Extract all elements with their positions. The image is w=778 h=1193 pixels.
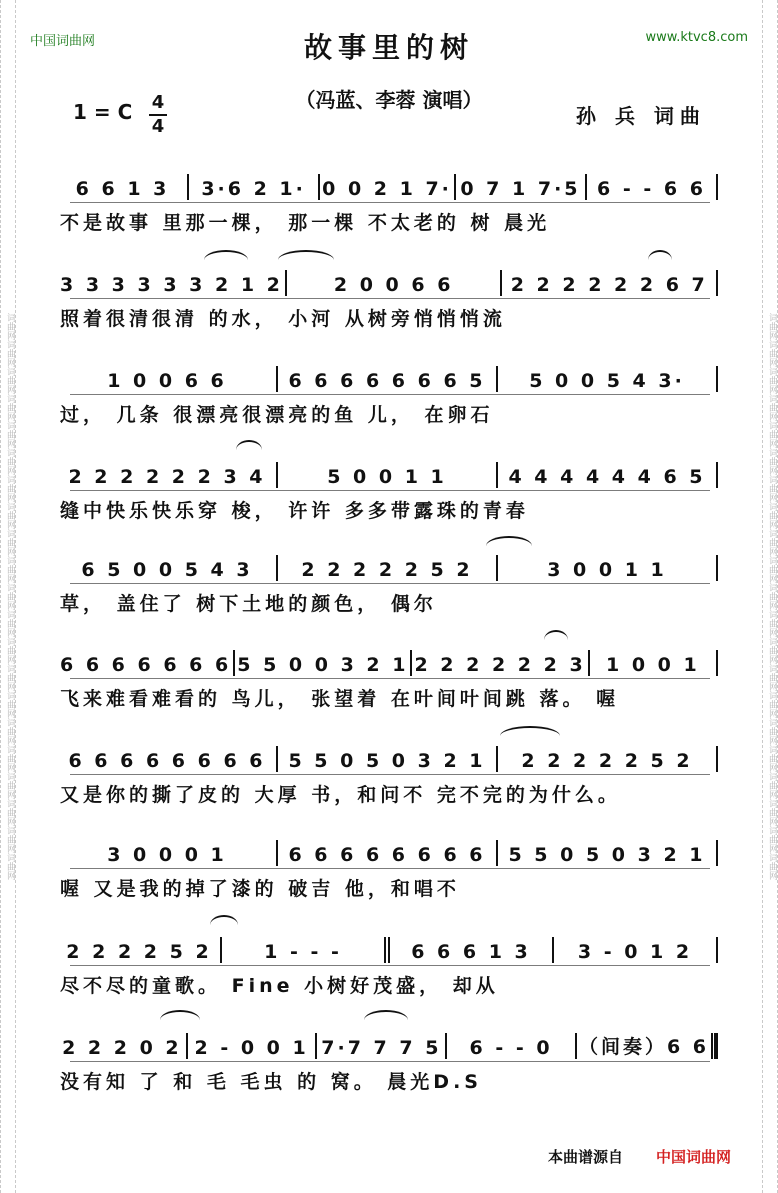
measure: 2 0 0 6 6 bbox=[333, 274, 454, 296]
barline bbox=[716, 270, 718, 296]
barline bbox=[585, 174, 587, 200]
score-line bbox=[60, 744, 720, 814]
barline bbox=[233, 650, 235, 676]
lyrics-line: 又是你的撕了皮的 大厚 书，和问不 完不完的为什么。 bbox=[60, 784, 621, 806]
slur-mark bbox=[648, 250, 672, 260]
lyrics-line: 飞来难看难看的 鸟儿， 张望着 在叶间叶间跳 落。 喔 bbox=[60, 688, 620, 710]
score-line bbox=[60, 838, 720, 908]
measure: 7·7 7 7 5 bbox=[321, 1037, 442, 1059]
measure: 5 0 0 1 1 bbox=[327, 466, 447, 488]
measure: 2 - 0 0 1 bbox=[194, 1037, 309, 1059]
measure: 1 0 0 6 6 bbox=[107, 370, 227, 392]
barline bbox=[496, 840, 498, 866]
singers-credit: （冯蓝、李蓉 演唱） bbox=[295, 88, 483, 112]
notation-row bbox=[60, 553, 720, 581]
beam-line bbox=[70, 583, 710, 584]
barline bbox=[716, 366, 718, 392]
beam-line bbox=[70, 202, 710, 203]
notation-row bbox=[60, 268, 720, 296]
song-title: 故事里的树 bbox=[303, 31, 474, 64]
beam-line bbox=[70, 490, 710, 491]
beam-line bbox=[70, 774, 710, 775]
score-line bbox=[60, 172, 720, 242]
barline bbox=[276, 746, 278, 772]
footer-source-site[interactable]: 中国词曲网 bbox=[656, 1148, 732, 1166]
measure: 3 - 0 1 2 bbox=[577, 941, 693, 963]
barline bbox=[315, 1033, 317, 1059]
slur-mark bbox=[278, 250, 334, 260]
barline bbox=[716, 174, 718, 200]
notation-row bbox=[60, 172, 720, 200]
barline bbox=[445, 1033, 447, 1059]
slur-mark bbox=[236, 440, 262, 450]
composer-credit: 孙 兵 词曲 bbox=[576, 104, 706, 128]
site-name-link[interactable]: 中国词曲网 bbox=[30, 34, 96, 49]
measure: 5 0 0 5 4 3· bbox=[529, 370, 685, 392]
notation-row bbox=[60, 460, 720, 488]
side-watermark-right: 词曲网词曲网词曲网词曲网词曲网词曲网词曲网词曲网词曲网词曲网词曲网词曲网词曲网词曲网词曲网词曲网词曲网词曲网词曲网词曲网词曲网 bbox=[762, 0, 778, 1193]
measure: 1 0 0 1 bbox=[605, 654, 700, 676]
measure: 3 0 0 0 1 bbox=[107, 844, 227, 866]
measure: 6 - - 0 bbox=[469, 1037, 553, 1059]
measure: 6 6 6 6 6 6 6 bbox=[60, 654, 232, 676]
score-line bbox=[60, 268, 720, 338]
measure: 2 2 2 2 2 5 2 bbox=[301, 559, 473, 581]
measure: 2 2 2 2 2 2 6 7 bbox=[510, 274, 708, 296]
measure: 4 4 4 4 4 4 6 5 bbox=[508, 466, 706, 488]
beam-line bbox=[70, 394, 710, 395]
site-url-link[interactable]: www.ktvc8.com bbox=[645, 30, 748, 45]
barline bbox=[276, 840, 278, 866]
barline bbox=[496, 462, 498, 488]
lyrics-line: 照着很清很清 的水， 小河 从树旁悄悄悄流 bbox=[60, 308, 506, 330]
slur-mark bbox=[210, 915, 238, 925]
barline bbox=[716, 840, 718, 866]
barline bbox=[276, 366, 278, 392]
barline bbox=[496, 746, 498, 772]
measure: 2 2 2 2 2 5 2 bbox=[521, 750, 693, 772]
barline bbox=[318, 174, 320, 200]
time-signature bbox=[146, 92, 170, 138]
lyrics-line: 喔 又是我的掉了漆的 破吉 他，和唱不 bbox=[60, 878, 460, 900]
beam-line bbox=[70, 678, 710, 679]
beam-line bbox=[70, 868, 710, 869]
notation-row bbox=[60, 648, 720, 676]
barline bbox=[716, 937, 718, 963]
slur-mark bbox=[204, 250, 248, 260]
measure: 5 5 0 5 0 3 2 1 bbox=[288, 750, 486, 772]
barline bbox=[285, 270, 287, 296]
barline bbox=[496, 366, 498, 392]
score-line bbox=[60, 460, 720, 530]
barline bbox=[716, 462, 718, 488]
side-watermark-left: 词曲网词曲网词曲网词曲网词曲网词曲网词曲网词曲网词曲网词曲网词曲网词曲网词曲网词曲网词曲网词曲网词曲网词曲网词曲网词曲网词曲网 bbox=[0, 0, 16, 1193]
meter-top: 4 bbox=[151, 92, 165, 113]
measure: 6 5 0 0 5 4 3 bbox=[81, 559, 253, 581]
slur-mark bbox=[544, 630, 568, 640]
barline bbox=[716, 746, 718, 772]
score-line bbox=[60, 935, 720, 1005]
barline bbox=[410, 650, 412, 676]
barline bbox=[711, 1033, 718, 1059]
measure: 5 5 0 5 0 3 2 1 bbox=[508, 844, 706, 866]
slur-mark bbox=[500, 726, 560, 736]
measure: 6 6 6 6 6 6 6 6 bbox=[68, 750, 266, 772]
measure: 2 2 2 2 2 2 3 4 bbox=[68, 466, 266, 488]
beam-line bbox=[70, 965, 710, 966]
notation-row bbox=[60, 1031, 720, 1059]
barline bbox=[552, 937, 554, 963]
score-line bbox=[60, 648, 720, 718]
measure: 3·6 2 1· bbox=[201, 178, 306, 200]
notation-row bbox=[60, 838, 720, 866]
measure: 6 6 6 6 6 6 6 6 bbox=[288, 844, 486, 866]
measure: 1 - - - bbox=[264, 941, 342, 963]
lyrics-line: 没有知 了 和 毛 毛虫 的 窝。 晨光D.S bbox=[60, 1071, 482, 1093]
notation-row bbox=[60, 364, 720, 392]
beam-line bbox=[70, 298, 710, 299]
barline bbox=[496, 555, 498, 581]
barline bbox=[384, 937, 390, 963]
score-line bbox=[60, 364, 720, 434]
measure: 2 2 2 2 5 2 bbox=[66, 941, 212, 963]
barline bbox=[186, 1033, 188, 1059]
lyrics-line: 尽不尽的童歌。 Fine 小树好茂盛， 却从 bbox=[60, 975, 499, 997]
notation-row bbox=[60, 935, 720, 963]
slur-mark bbox=[364, 1010, 408, 1020]
footer-source-label: 本曲谱源自 bbox=[548, 1148, 624, 1166]
score-line bbox=[60, 553, 720, 623]
lyrics-line: 缝中快乐快乐穿 梭， 许许 多多带露珠的青春 bbox=[60, 500, 529, 522]
measure: 5 5 0 0 3 2 1 bbox=[237, 654, 409, 676]
measure: 3 3 3 3 3 3 2 1 2 bbox=[60, 274, 283, 296]
measure: 2 2 2 0 2 bbox=[62, 1037, 182, 1059]
barline bbox=[716, 555, 718, 581]
barline bbox=[220, 937, 222, 963]
measure: 6 6 6 1 3 bbox=[411, 941, 531, 963]
barline bbox=[276, 462, 278, 488]
score-line bbox=[60, 1031, 720, 1101]
measure: （间奏）6 6 bbox=[578, 1036, 709, 1058]
barline bbox=[588, 650, 590, 676]
barline bbox=[575, 1033, 577, 1059]
measure: 3 0 0 1 1 bbox=[547, 559, 667, 581]
measure: 6 6 1 3 bbox=[75, 178, 170, 200]
beam-line bbox=[70, 1061, 710, 1062]
lyrics-line: 过， 几条 很漂亮很漂亮的鱼 儿， 在卵石 bbox=[60, 404, 494, 426]
notation-row bbox=[60, 744, 720, 772]
measure: 6 - - 6 6 bbox=[597, 178, 706, 200]
barline bbox=[500, 270, 502, 296]
measure: 0 7 1 7·5 bbox=[460, 178, 581, 200]
lyrics-line: 不是故事 里那一棵， 那一棵 不太老的 树 晨光 bbox=[60, 212, 551, 234]
meter-bottom: 4 bbox=[151, 116, 165, 137]
barline bbox=[716, 650, 718, 676]
barline bbox=[276, 555, 278, 581]
measure: 0 0 2 1 7· bbox=[322, 178, 452, 200]
slur-mark bbox=[160, 1010, 200, 1020]
key-signature: 1 = C bbox=[73, 100, 133, 124]
barline bbox=[187, 174, 189, 200]
measure: 6 6 6 6 6 6 6 5 bbox=[288, 370, 486, 392]
slur-mark bbox=[486, 536, 532, 546]
barline bbox=[454, 174, 456, 200]
measure: 2 2 2 2 2 2 3 bbox=[414, 654, 586, 676]
lyrics-line: 草， 盖住了 树下土地的颜色， 偶尔 bbox=[60, 593, 437, 615]
